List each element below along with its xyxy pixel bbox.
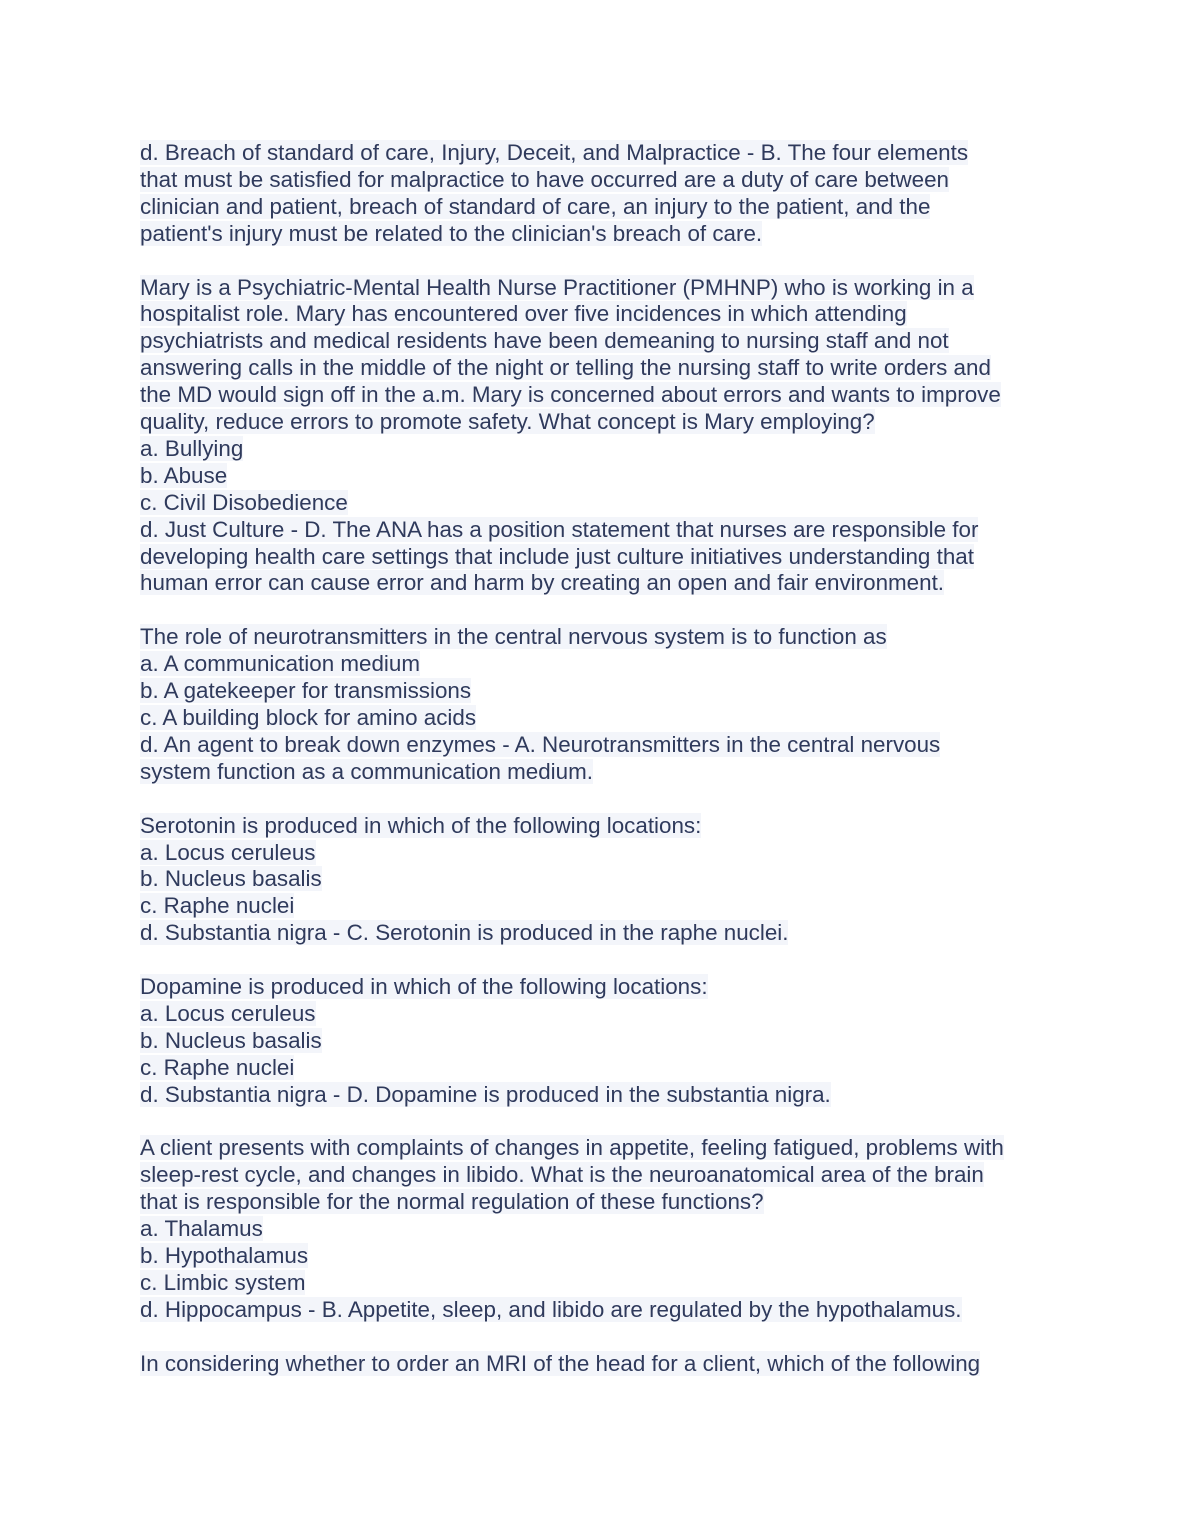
text-block	[140, 140, 1060, 248]
question-line: quality, reduce errors to promote safety. What concept is Mary employing?	[140, 409, 875, 435]
answer-option: b. A gatekeeper for transmissions	[140, 678, 472, 704]
text-line: that must be satisfied for malpractice to have occurred are a duty of care between	[140, 166, 949, 192]
answer-option: c. Raphe nuclei	[140, 1054, 295, 1080]
answer-option: d. An agent to break down enzymes - A. Neurotransmitters in the central nervous	[140, 731, 941, 757]
question-block	[140, 624, 1060, 785]
question-line: Mary is a Psychiatric-Mental Health Nurse Practitioner (PMHNP) who is working in a	[140, 274, 974, 300]
answer-option: b. Abuse	[140, 462, 228, 488]
question-line: hospitalist role. Mary has encountered over five incidences in which attending	[140, 301, 907, 327]
question-block	[140, 275, 1060, 598]
answer-option: b. Nucleus basalis	[140, 1027, 322, 1053]
text-line: d. Breach of standard of care, Injury, Deceit, and Malpractice - B. The four elements	[140, 140, 969, 165]
question-line: The role of neurotransmitters in the central nervous system is to function as	[140, 624, 887, 650]
answer-option: d. Substantia nigra - C. Serotonin is produced in the raphe nuclei.	[140, 920, 789, 946]
question-line: sleep-rest cycle, and changes in libido. What is the neuroanatomical area of the brain	[140, 1162, 984, 1188]
question-line: A client presents with complaints of changes in appetite, feeling fatigued, problems with	[140, 1135, 1004, 1161]
answer-option: a. Locus ceruleus	[140, 839, 316, 865]
answer-option: d. Hippocampus - B. Appetite, sleep, and libido are regulated by the hypothalamus.	[140, 1296, 962, 1322]
answer-option: a. Bullying	[140, 435, 244, 461]
text-line: patient's injury must be related to the clinician's breach of care.	[140, 220, 763, 246]
question-block	[140, 813, 1060, 948]
answer-option: c. A building block for amino acids	[140, 705, 477, 730]
question-line: Dopamine is produced in which of the following locations:	[140, 974, 708, 1000]
document-page	[140, 140, 1060, 1404]
question-line: In considering whether to order an MRI of the head for a client, which of the following	[140, 1350, 981, 1376]
question-line: answering calls in the middle of the night or telling the nursing staff to write orders and	[140, 355, 991, 381]
answer-option: a. Thalamus	[140, 1216, 263, 1242]
answer-explanation: system function as a communication medium.	[140, 758, 593, 784]
question-line: Serotonin is produced in which of the following locations:	[140, 812, 702, 838]
question-line: psychiatrists and medical residents have been demeaning to nursing staff and not	[140, 328, 949, 354]
question-block	[140, 1351, 1060, 1378]
question-block	[140, 1135, 1060, 1323]
answer-option: c. Limbic system	[140, 1269, 306, 1295]
answer-option: d. Substantia nigra - D. Dopamine is produced in the substantia nigra.	[140, 1081, 831, 1107]
answer-explanation: human error can cause error and harm by creating an open and fair environment.	[140, 570, 945, 596]
answer-option: a. Locus ceruleus	[140, 1000, 316, 1026]
answer-option: c. Raphe nuclei	[140, 893, 295, 919]
answer-option: d. Just Culture - D. The ANA has a position statement that nurses are responsible for	[140, 516, 979, 542]
answer-option: b. Nucleus basalis	[140, 866, 322, 892]
answer-option: c. Civil Disobedience	[140, 489, 348, 515]
answer-option: b. Hypothalamus	[140, 1243, 309, 1269]
question-line: the MD would sign off in the a.m. Mary is concerned about errors and wants to improve	[140, 382, 1001, 408]
question-line: that is responsible for the normal regulation of these functions?	[140, 1189, 764, 1215]
answer-option: a. A communication medium	[140, 651, 421, 677]
answer-explanation: developing health care settings that include just culture initiatives understanding that	[140, 543, 974, 569]
question-block	[140, 974, 1060, 1109]
text-line: clinician and patient, breach of standard of care, an injury to the patient, and the	[140, 193, 931, 219]
